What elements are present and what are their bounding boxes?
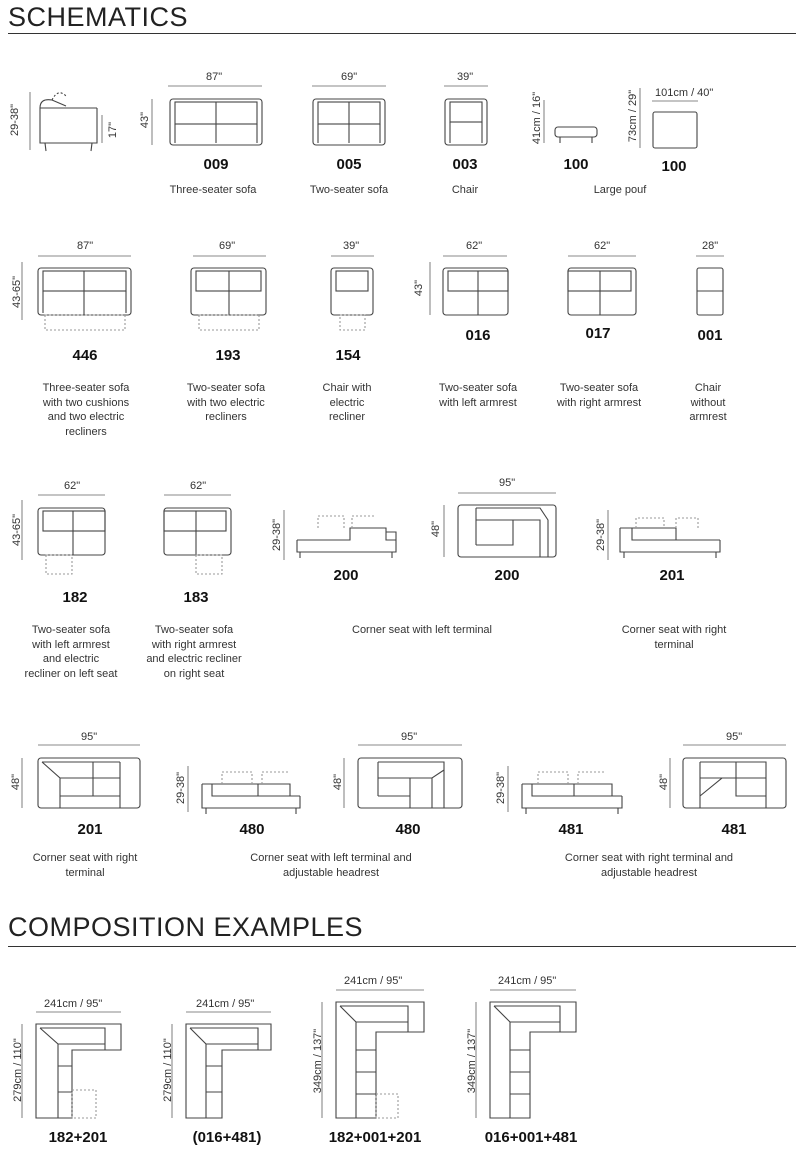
code-009: 009 [203, 156, 229, 173]
desc-182: Two-seater sofa with left armrest and electric recliner on left seat [24, 624, 118, 680]
dim-r2-height43: 43" [413, 279, 425, 297]
comp-w-0: 241cm / 95" [44, 998, 103, 1010]
dim-r2-w4: 62" [594, 240, 611, 252]
side-480 [188, 766, 300, 814]
dim-r4-h48-1: 48" [332, 773, 344, 791]
code-003: 003 [452, 156, 478, 173]
composition-title: COMPOSITION EXAMPLES [8, 912, 364, 942]
dim-r2-w5: 28" [702, 240, 719, 252]
code-005: 005 [336, 156, 362, 173]
desc-446: Three-seater sofa with two cushions and two electric recliners [42, 382, 130, 438]
comp-016-481 [172, 1012, 271, 1118]
comp-182-201 [22, 1012, 121, 1118]
sofa-005 [312, 86, 386, 145]
dim-r3-h48: 48" [430, 520, 442, 538]
dim-height-43: 43" [139, 111, 151, 129]
schematics-title: SCHEMATICS [8, 2, 189, 32]
dim-r2-w3: 62" [466, 240, 483, 252]
desc-200: Corner seat with left terminal [352, 624, 492, 636]
code-201-top: 201 [77, 821, 103, 838]
sofa-182 [22, 495, 105, 574]
dim-side-seat: 17" [107, 121, 119, 139]
code-100-top: 100 [661, 158, 687, 175]
code-481-top: 481 [721, 821, 747, 838]
dim-r4-w2: 95" [726, 731, 743, 743]
dim-pouf-w: 101cm / 40" [655, 87, 714, 99]
code-480-side: 480 [239, 821, 265, 838]
comp-h-3: 349cm / 137" [466, 1028, 478, 1094]
code-446: 446 [72, 347, 98, 364]
sofa-017 [568, 256, 636, 315]
dim-r3-w0: 62" [64, 480, 81, 492]
code-016: 016 [465, 327, 491, 344]
dim-r2-height: 43-65" [11, 275, 23, 309]
comp-code-2: 182+001+201 [328, 1129, 422, 1146]
desc-183: Two-seater sofa with right armrest and electric recliner on right seat [146, 624, 242, 680]
dim-w39: 39" [457, 71, 474, 83]
side-481 [508, 766, 622, 814]
desc-005: Two-seater sofa [309, 184, 389, 196]
desc-480: Corner seat with left terminal and adjustable headrest [250, 852, 412, 879]
desc-017: Two-seater sofa with right armrest [556, 382, 642, 409]
dim-r2-w2: 39" [343, 240, 360, 252]
comp-code-3: 016+001+481 [484, 1129, 578, 1146]
desc-201: Corner seat with right terminal [621, 624, 727, 651]
desc-001: Chair without armrest [689, 382, 727, 423]
chair-003 [444, 86, 488, 145]
dim-r4-side-h1: 29-38" [495, 771, 507, 805]
desc-481: Corner seat with right terminal and adjustable headrest [564, 852, 734, 879]
dim-r4-w1: 95" [401, 731, 418, 743]
dim-r4-side-h0: 29-38" [175, 771, 187, 805]
comp-016-001-481 [476, 990, 576, 1118]
dim-w69: 69" [341, 71, 358, 83]
side-201 [608, 510, 720, 560]
side-200 [284, 510, 396, 560]
chair-001 [696, 256, 724, 315]
sofa-016 [430, 256, 508, 315]
dim-r3-w1: 62" [190, 480, 207, 492]
desc-016: Two-seater sofa with left armrest [438, 382, 518, 409]
chair-154 [331, 256, 374, 330]
sofa-183 [164, 495, 231, 574]
code-481-side: 481 [558, 821, 584, 838]
dim-side-height: 29-38" [9, 103, 21, 137]
dim-r3-side-h2: 29-38" [595, 518, 607, 552]
desc-193: Two-seater sofa with two electric recliners [186, 382, 266, 423]
corner-481 [670, 745, 786, 808]
dim-r3-height: 43-65" [11, 513, 23, 547]
dim-r3-side-h: 29-38" [271, 518, 283, 552]
dim-r4-h48-2: 48" [658, 773, 670, 791]
comp-w-2: 241cm / 95" [344, 975, 403, 987]
comp-h-1: 279cm / 110" [162, 1038, 174, 1102]
code-182: 182 [62, 589, 88, 606]
desc-pouf: Large pouf [593, 184, 647, 196]
dim-r4-h48-0: 48" [10, 773, 22, 791]
sofa-446 [22, 256, 131, 330]
code-100-side: 100 [563, 156, 589, 173]
pouf-side [544, 100, 597, 143]
comp-h-2: 349cm / 137" [312, 1028, 324, 1094]
dim-r3-w2: 95" [499, 477, 516, 489]
sofa-193 [191, 256, 266, 330]
code-200-top: 200 [494, 567, 520, 584]
dim-pouf-h: 41cm / 16" [531, 91, 543, 145]
code-193: 193 [215, 347, 241, 364]
corner-201 [22, 745, 140, 808]
dim-r2-w1: 69" [219, 240, 236, 252]
dim-r2-w0: 87" [77, 240, 94, 252]
code-200-side: 200 [333, 567, 359, 584]
corner-480 [344, 745, 462, 808]
comp-code-1: (016+481) [192, 1129, 262, 1146]
desc-154: Chair with electric recliner [322, 382, 372, 423]
comp-h-0: 279cm / 110" [12, 1038, 24, 1102]
comp-w-3: 241cm / 95" [498, 975, 557, 987]
comp-w-1: 241cm / 95" [196, 998, 255, 1010]
dim-pouf-h2: 73cm / 29" [627, 89, 639, 143]
code-001: 001 [697, 327, 723, 344]
code-201-side: 201 [659, 567, 685, 584]
sofa-009 [152, 86, 262, 145]
code-017: 017 [585, 325, 611, 342]
dim-r4-w0: 95" [81, 731, 98, 743]
code-154: 154 [335, 347, 361, 364]
dim-w87: 87" [206, 71, 223, 83]
code-480-top: 480 [395, 821, 421, 838]
comp-code-0: 182+201 [48, 1129, 108, 1146]
side-profile-1 [30, 92, 102, 151]
comp-182-001-201 [322, 990, 424, 1118]
desc-201b: Corner seat with right terminal [32, 852, 138, 879]
desc-009: Three-seater sofa [169, 184, 257, 196]
code-183: 183 [183, 589, 209, 606]
corner-200 [444, 493, 556, 557]
desc-003: Chair [451, 184, 479, 196]
